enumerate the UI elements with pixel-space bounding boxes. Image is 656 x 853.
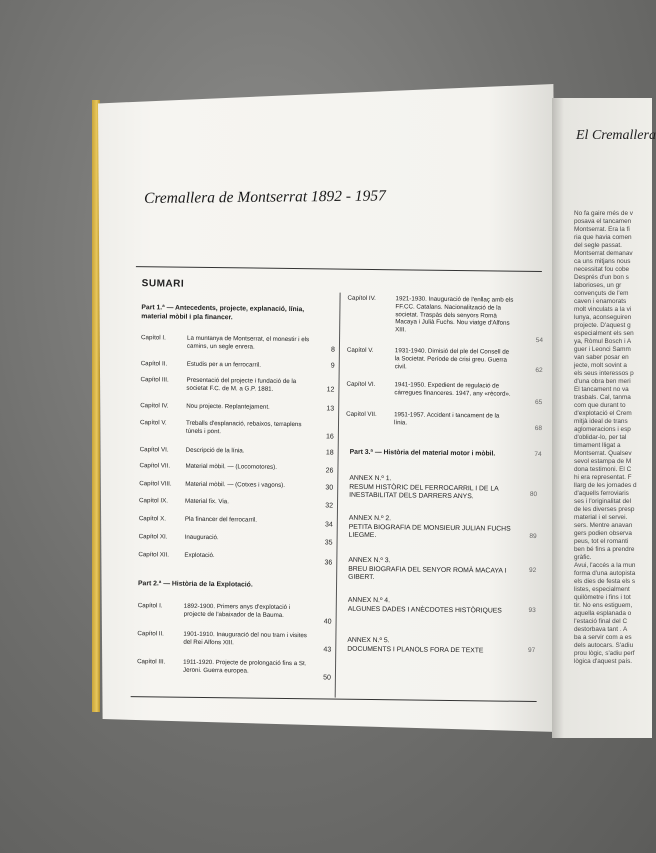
right-page-title: El Cremallera bbox=[576, 128, 656, 143]
part1-heading: Part 1.ª — Antecedents, projecte, explanació, línia, material mòbil i pla financer. bbox=[141, 304, 305, 321]
annex-entry[interactable]: ANNEX N.º 3. BREU BIOGRAFIA DEL SENYOR ROMÀ MACAYA I GIBERT. 92 bbox=[348, 556, 537, 582]
annex-entry[interactable]: ANNEX N.º 2. PETITA BIOGRAFIA DE MONSIEUR JULIAN FUCHS LIEGME. 89 bbox=[348, 514, 537, 541]
annex-entry[interactable]: ANNEX N.º 4. ALGUNES DADES I ANÈCDOTES HISTÒRIQUES 93 bbox=[347, 596, 536, 615]
page-title: Cremallera de Montserrat 1892 - 1957 bbox=[144, 187, 386, 207]
table-of-contents: SUMARI Part 1.ª — Antecedents, projecte, explanació, línia, material mòbil i pla financer. Capítol I. La muntanya de Montserrat, el monestir i els camins, un segle enrera. 8 Capítol II. Estudis per a un ferrocarril. 9 Capítol III. Presentació del projecte i fundació de la societat F.C. de M. a G.P. 1881. 12 Capítol IV. Nou projecte. Replantejament. 13 Capítol V. Treballs d'esplanació, rebaixos, terraplens túnels i pont. 16 Capítol VI. Descripció de la línia. 18 Capítol VII. Material mòbil. — (Locomotores). 26 Capítol VIII. Material mòbil. — (Cotxes i vagons). 30 Capítol IX. Material fix. Via. 32 Capítol X. Pla financer del ferrocarril. 34 Capítol XI. Inauguració. 35 Capítol XII. Explotació. 36 Part 2.ª — Història de la Explotació. Capítol I. 1892-1900. Primers anys d'explotació i projecte de l'abaixador de la Bauma. 40 Capítol II. 1901-1910. Inauguració del nou tram i visites del Rei Alfons XIII. 43 Capítol III. 1911-1920. Projecte de prolongació fins a St. Jeroni. Guerra europea. 50 Capítol IV. 1921-1930. Inauguració de l'enllaç amb els FF.CC. Catalans. Nacionalització de la societat. Traspàs dels senyors Romà Macaya i Julià Fuchs. Nou viatge d'Alfons XIII. 54 Capítol V. 1931-1940. Dimisió del ple del Consell de la Societat. Període de crisi greu. Guerra civil. 62 Capítol VI. 1941-1950. Expedient de regulació de càrregues financeres. 1947, any «rècord». 65 Capítol VII. 1951-1957. Accident i tancament de la línia. 68 Part 3.ª — Història del material motor i mòbil. 74 ANNEX N.º 1. RESUM HISTÒRIC DEL FERROCARRIL I DE LA INESTABILITAT DELS DARRERS ANYS. 80 ANNEX N.º 2. PETITA BIOGRAFIA DE MONSIEUR JULIAN FUCHS LIEGME. 89 ANNEX N.º 3. BREU BIOGRAFIA DEL SENYOR ROMÀ MACAYA I GIBERT. 92 ANNEX N.º 4. ALGUNES DADES I ANÈCDOTES HISTÒRIQUES 93 ANNEX N.º 5. DOCUMENTS I PLANOLS FORA DE TEXTE 97 bbox=[123, 260, 546, 685]
column-divider bbox=[335, 293, 341, 698]
part3-heading: Part 3.ª — Història del material motor i mòbil. bbox=[349, 448, 496, 458]
annex-entry[interactable]: ANNEX N.º 1. RESUM HISTÒRIC DEL FERROCARRIL I DE LA INESTABILITAT DELS DARRERS ANYS. 80 bbox=[349, 474, 538, 501]
annex-entry[interactable]: ANNEX N.º 5. DOCUMENTS I PLANOLS FORA DE TEXTE 97 bbox=[347, 636, 536, 655]
sumari-heading: SUMARI bbox=[141, 278, 185, 290]
right-page-text: No fa gaire més de v posava el tancamen Montserrat. Era la fi ria que havia comen del segle passat. Montserrat demanav ca uns mitjans nous necessitat fou cobe Després d'un bon s laborioses, un gr convençuts de l'em caven i enamorats molt vinculats a la vi lunya, aconseguiren projecte. D'aquest g especialment els sen ya, Ròmul Bosch i A guer i Leonci Samm van saber posar en jecte, molt sovint a els seus interessos p d'una obra ben meri El tancament no va trasbals. Cal, tanma com que durant to d'explotació el Crem mitjà ideal de trans aglomeracions i esp d'oblidar-lo, per tal timament lligat a Montserrat. Qualsev sevol estampa de M dona testimoni. El C hi era representat. F llarg de les jornades d d'aquells ferroviaris ses i l'originalitat del de les diverses presp material i el servei. sers. Mentre anavan gers podien observa peus, tot el romanti ben bé fins a prendre gràfic. Avui, l'accés a la mun forma d'una autopista els dies de festa els s listes, especialment quilòmetre i fins i tot tir. No ens estiguem, aquella esplanada o l'estació final del C destorbava tant . A ba a servir com a es dels autocars. S'adiu prou lògic, s'adiu perf lògica d'aquest país. bbox=[574, 210, 637, 665]
top-rule bbox=[136, 266, 542, 272]
part2-heading: Part 2.ª — Història de la Explotació. bbox=[138, 580, 253, 589]
right-page bbox=[552, 98, 656, 738]
